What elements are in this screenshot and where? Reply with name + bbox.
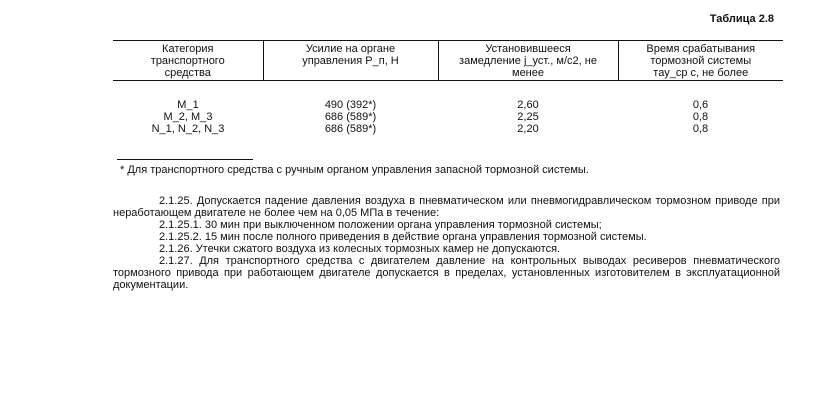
table-spacer (113, 81, 783, 100)
paragraph-2-1-25: 2.1.25. Допускается падение давления воздуха в пневматическом или пневмогидравлическом тормозном приводе при неработающем двигателе не более чем на 0,05 МПа в течение: (113, 195, 780, 219)
header-line: тау_ср с, не более (653, 67, 749, 79)
brake-requirements-table (113, 40, 783, 135)
cell-category: M_2, M_3 (163, 111, 213, 123)
paragraph-2-1-25-1: 2.1.25.1. 30 мин при выключенном положении органа управления тормозной системы; (159, 219, 602, 231)
header-category (113, 41, 263, 81)
cell-deceleration: 2,20 (517, 123, 539, 135)
header-line: средства (164, 67, 211, 79)
paragraph-2-1-27: 2.1.27. Для транспортного средства с двигателем давление на контрольных выводах ресиверов пневматического тормозного привода при работающем двигателе допускается в пределах, установленных изготовителем в эксплуатационной документации. (113, 255, 780, 291)
header-deceleration (438, 41, 618, 81)
cell-force: 490 (392*) (324, 99, 377, 111)
spacer-cell (113, 81, 783, 100)
table-row (113, 111, 783, 123)
footnote: * Для транспортного средства с ручным органом управления запасной тормозной системы. (120, 164, 589, 176)
header-line: тормозной системы (650, 55, 752, 67)
cell-deceleration: 2,60 (517, 99, 539, 111)
header-force (263, 41, 438, 81)
cell-force: 686 (589*) (324, 111, 377, 123)
table-row (113, 99, 783, 111)
header-line: замедление j_уст., м/с2, не (459, 55, 597, 67)
cell-category: M_1 (177, 99, 199, 111)
cell-response-time: 0,8 (692, 123, 709, 135)
paragraph-2-1-26: 2.1.26. Утечки сжатого воздуха из колесных тормозных камер не допускаются. (159, 243, 561, 255)
table-header-row (113, 41, 783, 81)
table-caption: Таблица 2.8 (709, 13, 774, 25)
footnote-divider (117, 159, 253, 160)
header-line: Время срабатывания (646, 43, 756, 55)
header-line: Категория (162, 43, 214, 55)
header-line: Установившееся (485, 43, 571, 55)
header-line: Усилие на органе (305, 43, 396, 55)
body-text (113, 195, 780, 291)
header-line: управления P_п, Н (302, 55, 399, 67)
cell-force: 686 (589*) (324, 123, 377, 135)
header-line: транспортного (150, 55, 225, 67)
header-response-time (618, 41, 783, 81)
header-line: менее (512, 67, 544, 79)
cell-response-time: 0,8 (692, 111, 709, 123)
cell-category: N_1, N_2, N_3 (151, 123, 225, 135)
cell-response-time: 0,6 (692, 99, 709, 111)
paragraph-2-1-25-2: 2.1.25.2. 15 мин после полного приведения в действие органа управления тормозной системы. (159, 231, 647, 243)
cell-deceleration: 2,25 (517, 111, 539, 123)
table-row (113, 123, 783, 135)
